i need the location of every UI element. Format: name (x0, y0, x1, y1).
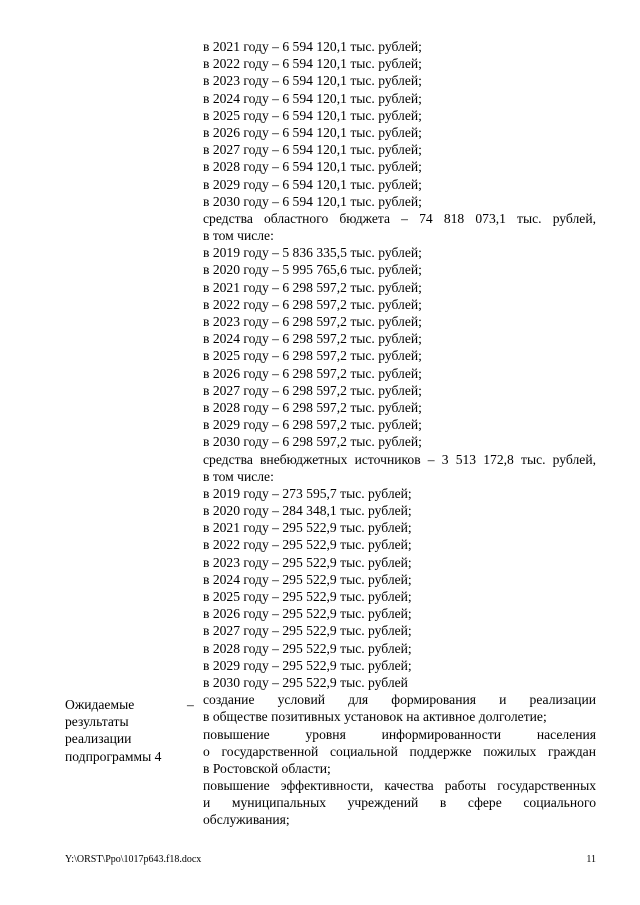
funding-year-line: в 2030 году – 295 522,9 тыс. рублей (203, 674, 408, 690)
expected-result-line: создание условий для формирования и реализации (203, 692, 596, 708)
funding-year-line: в 2024 году – 6 594 120,1 тыс. рублей; (203, 90, 422, 106)
footer-file-path: Y:\ORST\Ppo\1017p643.f18.docx (65, 854, 202, 865)
expected-result-line: обслуживания; (203, 812, 290, 828)
extrabudget-subheading: в том числе: (203, 468, 274, 484)
funding-year-line: в 2020 году – 5 995 765,6 тыс. рублей; (203, 262, 422, 278)
funding-year-line: в 2024 году – 6 298 597,2 тыс. рублей; (203, 331, 422, 347)
funding-year-line: в 2026 году – 295 522,9 тыс. рублей; (203, 606, 412, 622)
funding-year-line: в 2022 году – 6 298 597,2 тыс. рублей; (203, 296, 422, 312)
expected-result-line: о государственной социальной поддержке пожилых граждан (203, 743, 596, 759)
funding-year-line: в 2030 году – 6 298 597,2 тыс. рублей; (203, 434, 422, 450)
label-line: подпрограммы 4 (65, 748, 162, 764)
funding-year-line: в 2026 году – 6 298 597,2 тыс. рублей; (203, 365, 422, 381)
funding-year-line: в 2028 году – 295 522,9 тыс. рублей; (203, 640, 412, 656)
funding-year-line: в 2029 году – 6 298 597,2 тыс. рублей; (203, 417, 422, 433)
funding-year-line: в 2025 году – 6 298 597,2 тыс. рублей; (203, 348, 422, 364)
funding-year-line: в 2023 году – 295 522,9 тыс. рублей; (203, 554, 412, 570)
funding-year-line: в 2026 году – 6 594 120,1 тыс. рублей; (203, 124, 422, 140)
funding-year-line: в 2025 году – 6 594 120,1 тыс. рублей; (203, 107, 422, 123)
expected-results-label (65, 696, 185, 765)
funding-year-line: в 2024 году – 295 522,9 тыс. рублей; (203, 571, 412, 587)
funding-year-line: в 2021 году – 295 522,9 тыс. рублей; (203, 520, 412, 536)
funding-year-line: в 2023 году – 6 298 597,2 тыс. рублей; (203, 314, 422, 329)
funding-year-line: в 2029 году – 6 594 120,1 тыс. рублей; (203, 176, 422, 192)
financing-text-column (203, 38, 596, 829)
funding-year-line: в 2029 году – 295 522,9 тыс. рублей; (203, 657, 412, 673)
funding-year-line: в 2020 году – 284 348,1 тыс. рублей; (203, 503, 412, 519)
funding-year-line: в 2028 году – 6 298 597,2 тыс. рублей; (203, 399, 422, 415)
funding-year-line: в 2028 году – 6 594 120,1 тыс. рублей; (203, 159, 422, 175)
regional-budget-subheading: в том числе: (203, 228, 274, 244)
funding-year-line: в 2021 году – 6 298 597,2 тыс. рублей; (203, 279, 422, 295)
funding-year-line: в 2027 году – 6 594 120,1 тыс. рублей; (203, 142, 422, 158)
funding-year-line: в 2027 году – 295 522,9 тыс. рублей; (203, 623, 412, 639)
funding-year-line: в 2019 году – 5 836 335,5 тыс. рублей; (203, 245, 422, 261)
funding-year-line: в 2022 году – 6 594 120,1 тыс. рублей; (203, 56, 422, 72)
expected-result-line: повышение эффективности, качества работы государственных (203, 778, 596, 794)
label-line: результаты (65, 714, 129, 730)
funding-year-line: в 2027 году – 6 298 597,2 тыс. рублей; (203, 382, 422, 398)
extrabudget-heading: средства внебюджетных источников – 3 513 172,8 тыс. рублей, (203, 451, 596, 467)
funding-year-line: в 2023 году – 6 594 120,1 тыс. рублей; (203, 73, 422, 89)
label-dash: – (187, 697, 194, 712)
expected-result-line: в Ростовской области; (203, 760, 331, 776)
funding-year-line: в 2025 году – 295 522,9 тыс. рублей; (203, 589, 412, 604)
expected-result-line: в обществе позитивных установок на активное долголетие; (203, 709, 547, 725)
funding-year-line: в 2019 году – 273 595,7 тыс. рублей; (203, 485, 412, 501)
expected-result-line: повышение уровня информированности населения (203, 726, 596, 742)
regional-budget-heading: средства областного бюджета – 74 818 073,1 тыс. рублей, (203, 210, 596, 226)
label-line: Ожидаемые (65, 697, 135, 712)
page-number: 11 (586, 854, 596, 865)
funding-year-line: в 2021 году – 6 594 120,1 тыс. рублей; (203, 39, 422, 54)
expected-result-line: и муниципальных учреждений в сфере социального (203, 795, 596, 811)
label-line: реализации (65, 731, 132, 747)
funding-year-line: в 2022 году – 295 522,9 тыс. рублей; (203, 537, 412, 553)
funding-year-line: в 2030 году – 6 594 120,1 тыс. рублей; (203, 193, 422, 209)
